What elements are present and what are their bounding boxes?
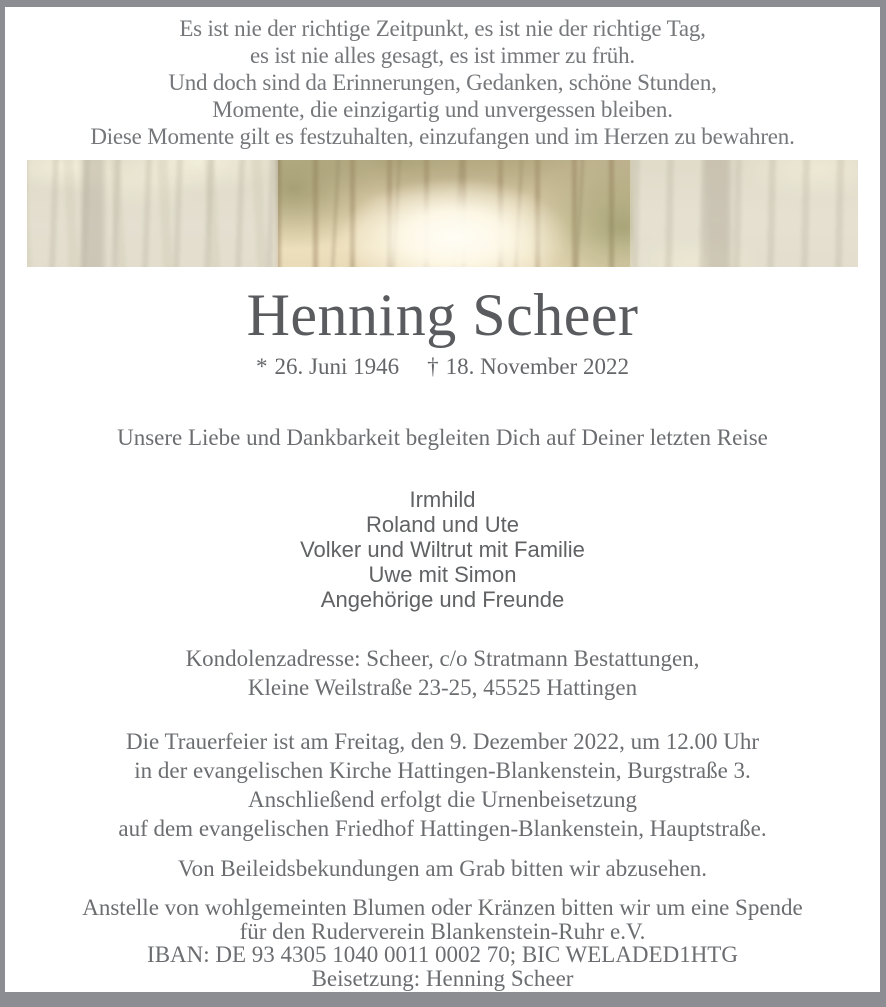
service-line: auf dem evangelischen Friedhof Hattingen-Blankenstein, Hauptstraße. — [118, 816, 767, 841]
death-date: 18. November 2022 — [445, 354, 629, 379]
epigraph-line: Diese Momente gilt es festzuhalten, einzufangen und im Herzen zu bewahren. — [90, 124, 795, 149]
service-line: Die Trauerfeier ist am Freitag, den 9. Dezember 2022, um 12.00 Uhr — [126, 729, 759, 754]
donation-line: IBAN: DE 93 4305 1040 0011 0002 70; BIC WELADED1HTG — [147, 942, 738, 967]
mourner-name: Roland und Ute — [366, 512, 519, 537]
epigraph-line: es ist nie alles gesagt, es ist immer zu früh. — [250, 43, 635, 68]
mourner-name: Irmhild — [409, 487, 476, 512]
epigraph — [5, 7, 880, 150]
epigraph-line: Momente, die einzigartig und unvergessen bleiben. — [212, 97, 673, 122]
dedication-text: Unsere Liebe und Dankbarkeit begleiten Dich auf Deiner letzten Reise — [117, 425, 768, 450]
mourner-name: Volker und Wiltrut mit Familie — [300, 537, 585, 562]
epigraph-line: Es ist nie der richtige Zeitpunkt, es ist nie der richtige Tag, — [179, 16, 706, 41]
epigraph-line: Und doch sind da Erinnerungen, Gedanken, schöne Stunden, — [168, 70, 717, 95]
mourner-name: Uwe mit Simon — [368, 562, 517, 587]
service-line: Anschließend erfolgt die Urnenbeisetzung — [248, 787, 637, 812]
donation-line: Beisetzung: Henning Scheer — [311, 965, 574, 991]
forest-banner-image — [27, 160, 858, 267]
birth-symbol-icon: * — [256, 354, 268, 379]
condolence-address — [5, 644, 880, 702]
obituary-page — [5, 7, 880, 992]
farewell-note: Von Beileidsbekundungen am Grab bitten wir abzusehen. — [177, 856, 708, 881]
deceased-name: Henning Scheer — [246, 282, 639, 348]
condolence-line: Kondolenzadresse: Scheer, c/o Stratmann Bestattungen, — [185, 646, 700, 671]
forest-art-left — [27, 160, 276, 267]
life-dates — [5, 353, 880, 381]
mourner-name: Angehörige und Freunde — [320, 587, 565, 612]
funeral-service-info — [5, 727, 880, 843]
donation-line: Anstelle von wohlgemeinten Blumen oder Kränzen bitten wir um eine Spende — [82, 895, 803, 920]
condolence-line: Kleine Weilstraße 23-25, 45525 Hattingen — [247, 675, 638, 700]
death-dagger-icon: † — [427, 354, 439, 379]
donation-info — [5, 896, 880, 990]
service-line: in der evangelischen Kirche Hattingen-Blankenstein, Burgstraße 3. — [134, 758, 751, 783]
donation-line: für den Ruderverein Blankenstein-Ruhr e.V. — [239, 918, 646, 944]
forest-art-center — [276, 160, 633, 267]
mourners-list — [5, 487, 880, 612]
forest-art — [27, 160, 858, 267]
forest-art-right — [633, 160, 858, 267]
birth-date: 26. Juni 1946 — [274, 354, 400, 379]
